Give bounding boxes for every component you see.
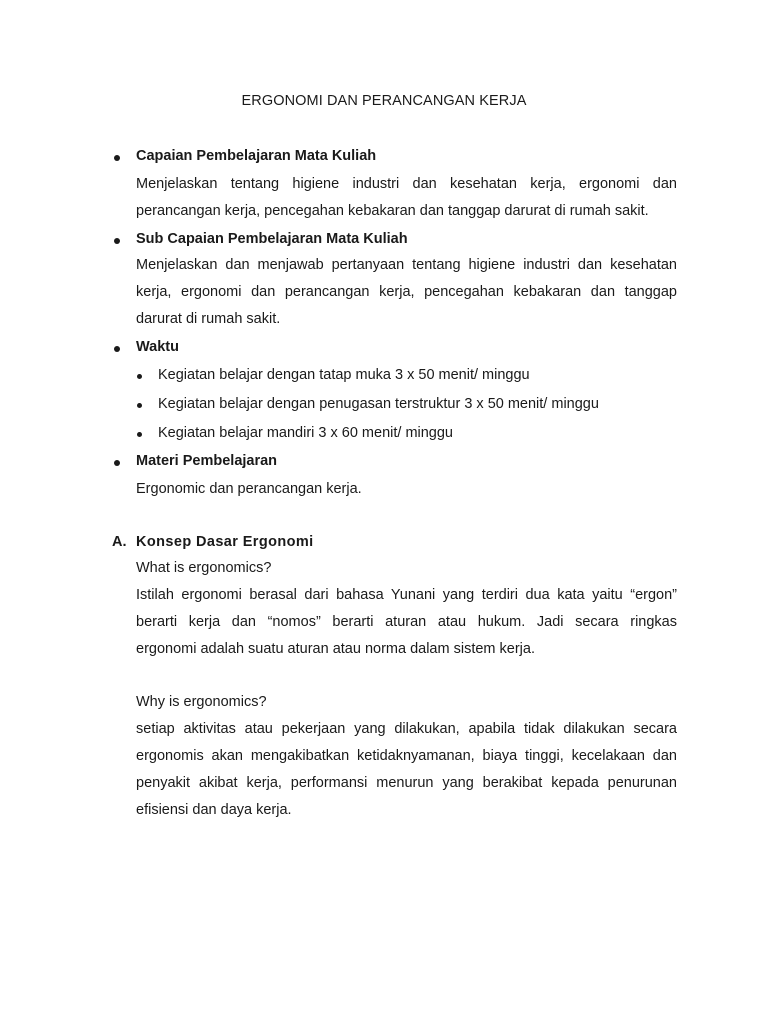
list-item: Kegiatan belajar dengan penugasan terstruktur 3 x 50 menit/ minggu [158, 396, 599, 412]
document-title: ERGONOMI DAN PERANCANGAN KERJA [241, 93, 527, 109]
sub-bullet-icon [137, 374, 142, 379]
paragraph-line: Istilah ergonomi berasal dari bahasa Yunani yang terdiri dua kata yaitu “ergon” [136, 587, 677, 603]
paragraph-line: setiap aktivitas atau pekerjaan yang dilakukan, apabila tidak dilakukan secara [136, 721, 677, 737]
paragraph-line: Ergonomic dan perancangan kerja. [136, 481, 362, 497]
paragraph-line: berarti kerja dan “nomos” berarti aturan atau hukum. Jadi secara ringkas [136, 614, 677, 630]
paragraph-line: efisiensi dan daya kerja. [136, 802, 292, 818]
paragraph-line: penyakit akibat kerja, performansi menurun yang berakibat kepada penurunan [136, 775, 677, 791]
paragraph-line: Menjelaskan tentang higiene industri dan kesehatan kerja, ergonomi dan [136, 176, 677, 192]
section-letter: A. [112, 534, 127, 550]
question-text: What is ergonomics? [136, 560, 272, 576]
paragraph-line: kerja, ergonomi dan perancangan kerja, pencegahan kebakaran dan tanggap [136, 284, 677, 300]
paragraph-line: ergonomi adalah suatu aturan atau norma dalam sistem kerja. [136, 641, 535, 657]
bullet-icon [114, 346, 120, 352]
section-heading-konsep: Konsep Dasar Ergonomi [136, 534, 314, 550]
list-item: Kegiatan belajar dengan tatap muka 3 x 50 menit/ minggu [158, 367, 530, 383]
bullet-icon [114, 238, 120, 244]
list-item: Kegiatan belajar mandiri 3 x 60 menit/ minggu [158, 425, 453, 441]
section-heading-materi: Materi Pembelajaran [136, 453, 278, 469]
sub-bullet-icon [137, 432, 142, 437]
paragraph-line: ergonomis akan mengakibatkan ketidaknyamanan, biaya tinggi, kecelakaan dan [136, 748, 677, 764]
paragraph-line: perancangan kerja, pencegahan kebakaran dan tanggap darurat di rumah sakit. [136, 203, 649, 219]
bullet-icon [114, 460, 120, 466]
section-heading-waktu: Waktu [136, 339, 179, 355]
question-text: Why is ergonomics? [136, 694, 267, 710]
section-heading-sub-capaian: Sub Capaian Pembelajaran Mata Kuliah [136, 231, 408, 247]
paragraph-line: Menjelaskan dan menjawab pertanyaan tentang higiene industri dan kesehatan [136, 257, 677, 273]
bullet-icon [114, 155, 120, 161]
section-heading-capaian: Capaian Pembelajaran Mata Kuliah [136, 148, 377, 164]
sub-bullet-icon [137, 403, 142, 408]
paragraph-line: darurat di rumah sakit. [136, 311, 281, 327]
